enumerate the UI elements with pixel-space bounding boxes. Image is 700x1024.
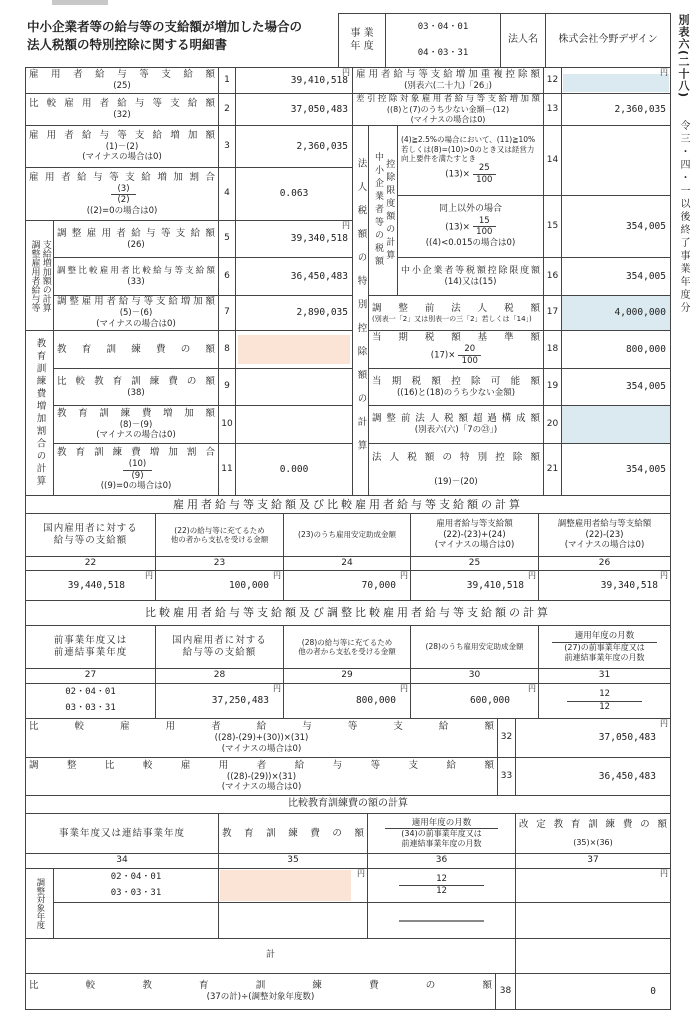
row15-value[interactable]: 354,005	[561, 195, 671, 258]
row17-value[interactable]: 4,000,000	[561, 295, 671, 331]
s4-edu-expense-2[interactable]	[218, 902, 368, 939]
row7-no: 7	[218, 295, 236, 331]
s4-no-35: 35	[218, 853, 368, 869]
period-label: 事 業 年 度	[338, 13, 386, 68]
s4-no-34: 34	[25, 853, 219, 869]
row4-value[interactable]: 0.063	[235, 167, 353, 221]
top-gray-bar	[52, 0, 108, 5]
s4-months-2[interactable]	[367, 902, 516, 939]
row16-label: 中小企業者等税額控除限度額 (14)又は(15)	[397, 257, 544, 296]
row16-value[interactable]: 354,005	[561, 257, 671, 296]
period-dates[interactable]	[385, 13, 501, 68]
row33-value[interactable]: 36,450,483	[515, 757, 671, 796]
corp-name[interactable]: 株式会社今野デザイン	[545, 13, 671, 68]
s2-no-25: 25	[410, 556, 539, 571]
s4-period-2[interactable]	[53, 902, 219, 939]
row32-no: 32	[497, 718, 516, 758]
s4-header-36: 適用年度の月数 (34)の前事業年度又は 前連結事業年度の月数	[367, 813, 516, 854]
s4-header-35: 教育訓練費の額	[218, 813, 368, 854]
s3-header-29: (28)の給与等に充てるため 他の者から支払を受ける金額	[283, 625, 411, 669]
row8-value[interactable]	[235, 330, 353, 369]
group-sme-limit: 中小企業者等の税額 控除限度額の計算	[368, 125, 398, 296]
s3-period[interactable]: 02・04・01 03・03・31	[25, 683, 156, 719]
row14-label: (4)≧2.5%の場合において、(11)≧10%若しくは(8)=(10)>0のとき又は経営力向上要件を満たすとき (13)× $\frac{25}{100}$	[397, 125, 544, 196]
s2-title: 雇用者給与等支給額及び比較雇用者給与等支給額の計算	[25, 495, 671, 514]
s3-value-30[interactable]: 円 600,000	[410, 683, 539, 719]
row7-label: 調整雇用者給与等支給増加額 (5)－(6) (マイナスの場合は0)	[53, 295, 219, 331]
s2-header-24: (23)のうち雇用安定助成金額	[283, 513, 411, 557]
row12-no: 12	[543, 67, 562, 94]
s3-header-30: (28)のうち雇用安定助成金額	[410, 625, 539, 669]
s4-revised-2[interactable]	[515, 902, 671, 939]
row1-no: 1	[218, 67, 236, 94]
s2-header-25: 雇用者給与等支給額 (22)-(23)+(24) (マイナスの場合は0)	[410, 513, 539, 557]
s2-header-22: 国内雇用者に対する 給与等の支給額	[25, 513, 156, 557]
row16-no: 16	[543, 257, 562, 296]
s4-no-36: 36	[367, 853, 516, 869]
row33-label: 調整比較雇用者給与等支給額 ((28)-(29))×(31) (マイナスの場合は0)	[25, 757, 498, 796]
row33-no: 33	[497, 757, 516, 796]
row2-label: 比較雇用者給与等支給額 (32)	[25, 93, 219, 126]
row8-label: 教育訓練費の額	[53, 330, 219, 369]
period-start: 03・04・01	[417, 22, 469, 33]
s4-header-37: 改定教育訓練費の額 (35)×(36)	[515, 813, 671, 854]
s4-header-34: 事業年度又は連結事業年度	[25, 813, 219, 854]
row5-label: 調整雇用者給与等支給額 (26)	[53, 220, 219, 258]
row38-value[interactable]: 0	[515, 973, 671, 1010]
row10-label: 教育訓練費増加額 (8)－(9) (マイナスの場合は0)	[53, 405, 219, 444]
s3-header-31: 適用年度の月数 (27)の前事業年度又は 前連結事業年度の月数	[538, 625, 671, 669]
row11-no: 11	[218, 443, 236, 496]
row14-value[interactable]	[561, 125, 671, 196]
adjust-target-year-label: 調整対象年度	[25, 868, 54, 939]
s4-revised-1[interactable]: 円	[515, 868, 671, 903]
group-adjusted-salary: 調整雇用者給与等 支給増加額の計算	[25, 220, 54, 331]
form-id: 別表六(二十八)	[677, 14, 690, 99]
row10-value[interactable]	[235, 405, 353, 444]
row38-label: 比較教育訓練費の額 (37の計)÷(調整対象年度数)	[25, 973, 496, 1010]
row6-label: 調整比較雇用者比較給与等支給額 (33)	[53, 257, 219, 296]
s4-period[interactable]: 02・04・01 03・03・31	[53, 868, 219, 903]
row15-no: 15	[543, 195, 562, 258]
row1-label: 雇用者給与等支給額 (25)	[25, 67, 219, 94]
s2-value-25[interactable]: 円 39,410,518	[410, 570, 539, 601]
s4-months-1[interactable]: 12 12	[367, 868, 516, 903]
row38-no: 38	[495, 973, 516, 1010]
row20-label: 調整前法人税額超過構成額 (別表六(六)「7の㉓」)	[368, 405, 544, 444]
row3-value[interactable]: 2,360,035	[235, 125, 353, 168]
row18-value[interactable]: 800,000	[561, 330, 671, 369]
row4-label: 雇用者給与等支給増加割合 $\frac{(3)}{(2)}$ ((2)=0の場合は0)	[25, 167, 219, 221]
row1-value[interactable]: 円 39,410,518	[235, 67, 353, 94]
s2-header-26: 調整雇用者給与等支給額 (22)-(23) (マイナスの場合は0)	[538, 513, 671, 557]
row12-value[interactable]: 円	[561, 67, 671, 94]
s2-no-26: 26	[538, 556, 671, 571]
s3-months[interactable]: 12 12	[538, 683, 671, 719]
group-tax-credit: 法人税額の特別控除額の計算	[352, 125, 369, 496]
row19-label: 当期税額控除可能額 ((16)と(18)のうち少ない金額)	[368, 368, 544, 406]
group-education: 教育訓練費増加割合の計算	[25, 330, 54, 496]
s3-no-29: 29	[283, 668, 411, 684]
s4-no-37: 37	[515, 853, 671, 869]
s3-no-31: 31	[538, 668, 671, 684]
row2-no: 2	[218, 93, 236, 126]
row7-value[interactable]: 2,890,035	[235, 295, 353, 331]
row10-no: 10	[218, 405, 236, 444]
row6-no: 6	[218, 257, 236, 296]
s3-value-29[interactable]: 円 800,000	[283, 683, 411, 719]
row21-label: 法人税額の特別控除額 (19)－(20)	[368, 443, 544, 496]
row9-label: 比較教育訓練費の額 (38)	[53, 368, 219, 406]
s2-value-23[interactable]: 円 100,000	[155, 570, 284, 601]
s3-header-27: 前事業年度又は 前連結事業年度	[25, 625, 156, 669]
row6-value[interactable]: 36,450,483	[235, 257, 353, 296]
row9-no: 9	[218, 368, 236, 406]
row3-no: 3	[218, 125, 236, 168]
row32-label: 比較雇用者給与等支給額 ((28)-(29)+(30))×(31) (マイナスの場合は0)	[25, 718, 498, 758]
s3-no-28: 28	[155, 668, 284, 684]
row3-label: 雇用者給与等支給増加額 (1)－(2) (マイナスの場合は0)	[25, 125, 219, 168]
row9-value[interactable]	[235, 368, 353, 406]
row18-label: 当期税額基準額 (17)× $\frac{20}{100}$	[368, 330, 544, 369]
s2-no-22: 22	[25, 556, 156, 571]
s3-title: 比較雇用者給与等支給額及び調整比較雇用者給与等支給額の計算	[25, 600, 671, 626]
s2-header-23: (22)の給与等に充てるため 他の者から支払を受ける金額	[155, 513, 284, 557]
row13-value[interactable]: 2,360,035	[561, 93, 671, 126]
total-label: 計	[25, 938, 516, 974]
total-value[interactable]	[515, 938, 671, 974]
row5-no: 5	[218, 220, 236, 258]
s2-value-24[interactable]: 円 70,000	[283, 570, 411, 601]
row8-no: 8	[218, 330, 236, 369]
row15-label: 同上以外の場合 (13)× $\frac{15}{100}$ ((4)<0.015の場合は0)	[397, 195, 544, 258]
s3-no-30: 30	[410, 668, 539, 684]
s3-no-27: 27	[25, 668, 156, 684]
row19-no: 19	[543, 368, 562, 406]
s2-value-22[interactable]: 円 39,440,518	[25, 570, 156, 601]
row20-no: 20	[543, 405, 562, 444]
s3-value-28[interactable]: 円 37,250,483	[155, 683, 284, 719]
s3-header-28: 国内雇用者に対する 給与等の支給額	[155, 625, 284, 669]
s2-value-26[interactable]: 円 39,340,518	[538, 570, 671, 601]
row14-no: 14	[543, 125, 562, 196]
row19-value[interactable]: 354,005	[561, 368, 671, 406]
row32-value[interactable]: 円 37,050,483	[515, 718, 671, 758]
row17-no: 17	[543, 295, 562, 331]
form-title: 中小企業者等の給与等の支給額が増加した場合の 法人税額の特別控除に関する明細書	[27, 19, 303, 53]
s2-no-24: 24	[283, 556, 411, 571]
row20-value[interactable]	[561, 405, 671, 444]
s4-title: 比較教育訓練費の額の計算	[25, 795, 671, 814]
row13-no: 13	[543, 93, 562, 126]
row5-value[interactable]: 円 39,340,518	[235, 220, 353, 258]
period-end: 04・03・31	[417, 47, 469, 58]
applicable-period: 令三・四・一以後終了事業年度分	[678, 120, 689, 315]
corp-label: 法人名	[500, 13, 546, 68]
row21-no: 21	[543, 443, 562, 496]
row12-label: 雇用者給与等支給増加重複控除額 (別表六(二十九)「26」)	[352, 67, 544, 94]
row4-no: 4	[218, 167, 236, 221]
s4-edu-expense-1[interactable]: 円	[218, 868, 368, 903]
row11-label: 教育訓練費増加割合 $\frac{(10)}{(9)}$ ((9)=0の場合は0)	[53, 443, 219, 496]
row13-label: 差引控除対象雇用者給与等支給増加額 ((8)と(7)のうち少ない金額－(12) (マイナスの場合は0)	[352, 93, 544, 126]
row11-value[interactable]: 0.000	[235, 443, 353, 496]
row17-label: 調整前法人税額 (別表一「2」又は別表一の三「2」若しくは「14」)	[368, 295, 544, 331]
s2-no-23: 23	[155, 556, 284, 571]
row21-value[interactable]: 354,005	[561, 443, 671, 496]
row2-value[interactable]: 37,050,483	[235, 93, 353, 126]
row18-no: 18	[543, 330, 562, 369]
